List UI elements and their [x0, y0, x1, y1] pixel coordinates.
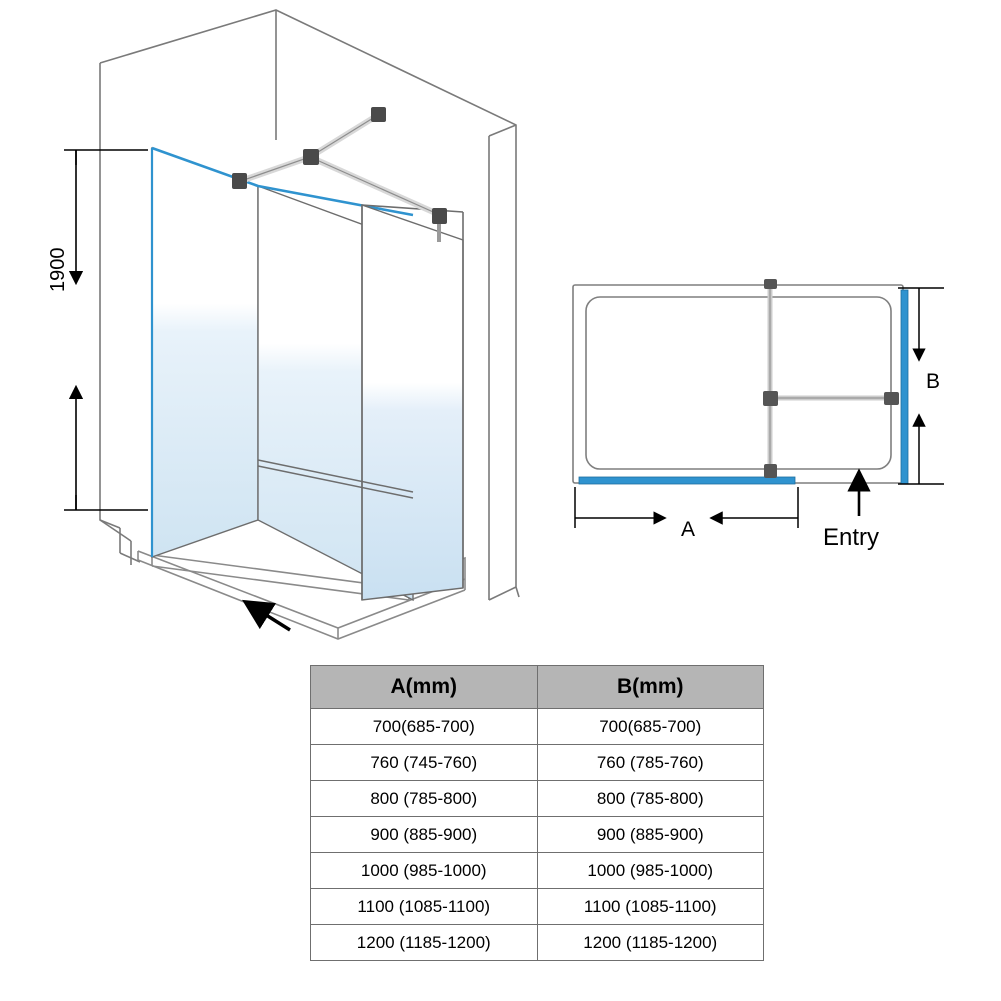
table-row	[311, 781, 764, 817]
table-header-row	[311, 666, 764, 709]
plan-tray-outline	[573, 285, 903, 483]
size-table	[310, 665, 764, 961]
dim-a-label: A	[681, 518, 696, 541]
cell-a: 1200 (1185-1200)	[311, 925, 538, 961]
cell-b: 760 (785-760)	[537, 745, 764, 781]
cell-a: 700(685-700)	[311, 709, 538, 745]
cell-b: 900 (885-900)	[537, 817, 764, 853]
cell-a: 1000 (985-1000)	[311, 853, 538, 889]
dim-b-label: B	[926, 370, 941, 393]
cell-b: 1200 (1185-1200)	[537, 925, 764, 961]
plan-support-bars	[763, 279, 899, 478]
cell-b: 1100 (1085-1100)	[537, 889, 764, 925]
table-row	[311, 709, 764, 745]
cell-a: 760 (745-760)	[311, 745, 538, 781]
table-row	[311, 853, 764, 889]
plan-side-glass	[901, 290, 908, 484]
cell-a: 1100 (1085-1100)	[311, 889, 538, 925]
plan-front-glass	[579, 477, 795, 484]
column-header-b: B(mm)	[537, 666, 764, 709]
height-dimension-label: 1900	[47, 247, 69, 292]
table-row	[311, 889, 764, 925]
table-body	[311, 709, 764, 961]
cell-b: 800 (785-800)	[537, 781, 764, 817]
table-row	[311, 925, 764, 961]
cell-b: 1000 (985-1000)	[537, 853, 764, 889]
cell-b: 700(685-700)	[537, 709, 764, 745]
cell-a: 900 (885-900)	[311, 817, 538, 853]
table-row	[311, 745, 764, 781]
cell-a: 800 (785-800)	[311, 781, 538, 817]
table-row	[311, 817, 764, 853]
entry-label: Entry	[823, 524, 880, 551]
column-header-a: A(mm)	[311, 666, 538, 709]
